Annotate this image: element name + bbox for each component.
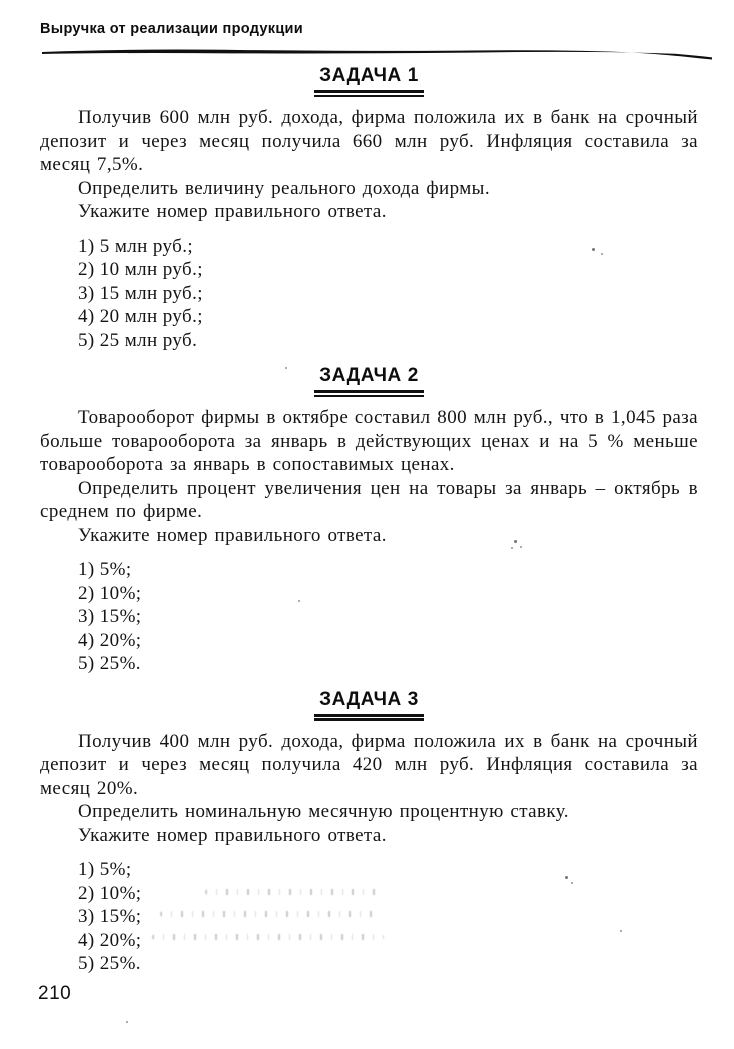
scan-smudge bbox=[205, 889, 380, 895]
task-3-question: Определить номинальную месячную процентную ставку. bbox=[78, 801, 569, 822]
scan-speck bbox=[601, 253, 603, 255]
scan-speck bbox=[511, 547, 513, 549]
answer-option: 4) 20 млн руб.; bbox=[78, 306, 203, 327]
running-header: Выручка от реализации продукции bbox=[40, 21, 303, 37]
answer-option: 5) 25%. bbox=[78, 953, 141, 974]
answer-option: 3) 15%; bbox=[78, 906, 142, 927]
task-1-title-row bbox=[40, 64, 698, 94]
task-section-1 bbox=[40, 64, 698, 352]
answer-option: 2) 10%; bbox=[78, 882, 142, 904]
task-1-instruction: Укажите номер правильного ответа. bbox=[78, 201, 387, 222]
task-1-title: ЗАДАЧА 1 bbox=[314, 64, 424, 93]
task-1-question: Определить величину реального дохода фирмы. bbox=[78, 177, 490, 199]
answer-option: 5) 25 млн руб. bbox=[78, 329, 198, 351]
task-2-statement: Товарооборот фирмы в октябре составил 800 млн руб., что в 1,045 раза больше товарооборота за январь в действующих ценах и на 5 % меньше товарооборота за январь в сопоставимых ценах. bbox=[40, 407, 698, 475]
answer-option: 1) 5%; bbox=[78, 859, 132, 880]
scan-speck bbox=[126, 1021, 128, 1023]
answer-option: 2) 10 млн руб.; bbox=[78, 259, 203, 280]
scan-smudge bbox=[160, 911, 375, 917]
scan-speck bbox=[592, 248, 595, 251]
task-3-instruction: Укажите номер правильного ответа. bbox=[78, 824, 387, 846]
task-2-title-row bbox=[40, 364, 698, 394]
scan-speck bbox=[571, 882, 573, 884]
scan-speck bbox=[514, 540, 517, 543]
answer-option: 1) 5%; bbox=[78, 559, 132, 580]
answer-option: 1) 5 млн руб.; bbox=[78, 235, 194, 257]
task-2-title: ЗАДАЧА 2 bbox=[314, 364, 424, 393]
task-section-3 bbox=[40, 688, 698, 976]
task-3-title-row bbox=[40, 688, 698, 718]
scan-speck bbox=[620, 930, 622, 932]
task-2-answer-options bbox=[78, 558, 698, 676]
scan-speck bbox=[565, 876, 568, 879]
task-2-question: Определить процент увеличения цен на товары за январь – октябрь в среднем по фирме. bbox=[40, 477, 698, 522]
header-rule-line bbox=[40, 44, 718, 60]
scan-speck bbox=[285, 367, 287, 369]
task-1-statement: Получив 600 млн руб. дохода, фирма положила их в банк на срочный депозит и через месяц получила 660 млн руб. Инфляция составила за месяц 7,5%. bbox=[40, 107, 698, 175]
answer-option: 5) 25%. bbox=[78, 653, 141, 674]
answer-option: 3) 15%; bbox=[78, 606, 142, 627]
task-3-statement: Получив 400 млн руб. дохода, фирма положила их в банк на срочный депозит и через месяц получила 420 млн руб. Инфляция составила за месяц 20%. bbox=[40, 730, 698, 799]
answer-option: 4) 20%; bbox=[78, 629, 142, 651]
scan-smudge bbox=[152, 934, 384, 940]
task-1-answer-options bbox=[78, 235, 698, 353]
task-section-2 bbox=[40, 364, 698, 676]
page-number: 210 bbox=[38, 983, 72, 1004]
task-3-title: ЗАДАЧА 3 bbox=[314, 688, 424, 717]
answer-option: 2) 10%; bbox=[78, 582, 142, 604]
scan-speck bbox=[520, 546, 522, 548]
answer-option: 4) 20%; bbox=[78, 929, 142, 951]
scan-speck bbox=[298, 600, 300, 602]
answer-option: 3) 15 млн руб.; bbox=[78, 282, 203, 304]
task-2-instruction: Укажите номер правильного ответа. bbox=[78, 524, 387, 546]
